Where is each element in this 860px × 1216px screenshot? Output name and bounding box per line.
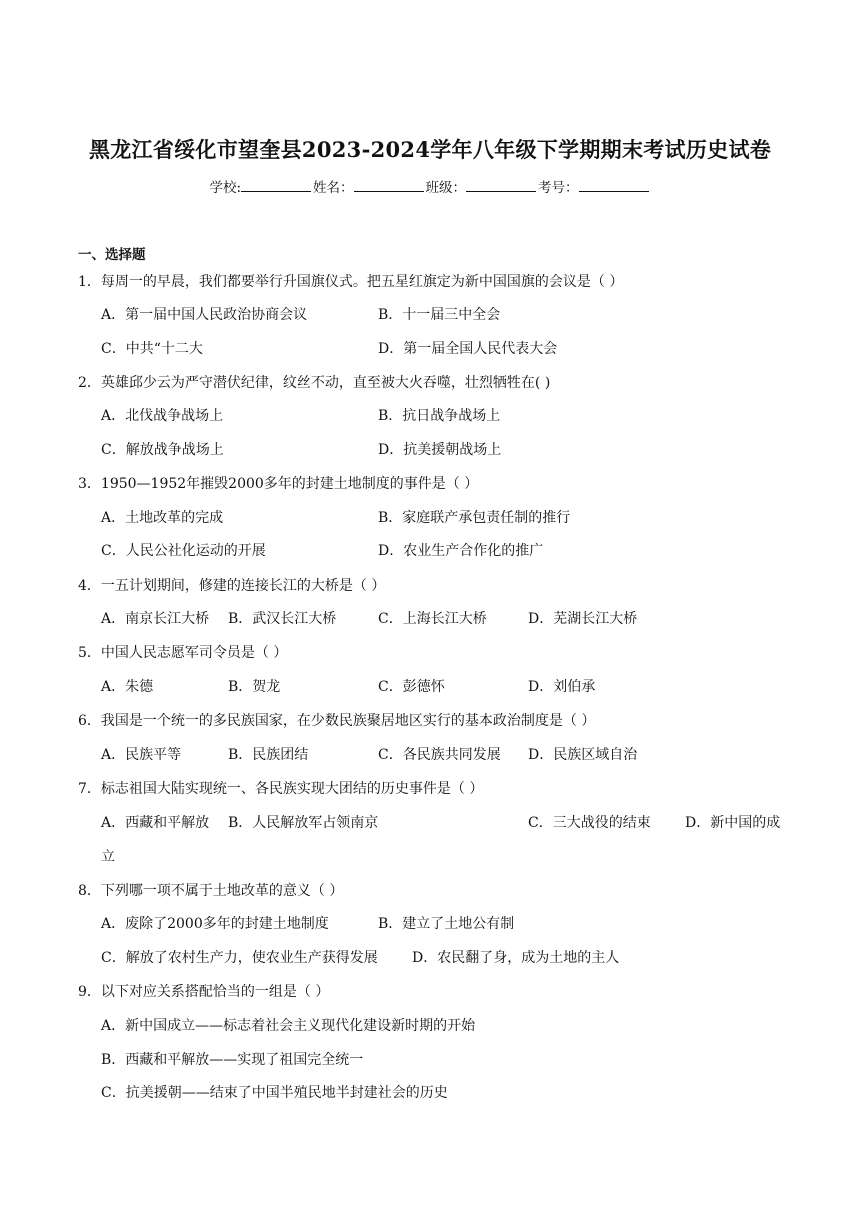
question-number: 6． xyxy=(78,713,101,729)
option-b[interactable]: B．贺龙 xyxy=(228,679,281,695)
class-blank[interactable] xyxy=(466,179,536,192)
question-7 xyxy=(78,778,483,798)
question-6 xyxy=(78,710,595,730)
question-3 xyxy=(78,473,478,493)
option-b[interactable]: B．家庭联产承包责任制的推行 xyxy=(378,510,571,526)
option-d[interactable]: D．刘伯承 xyxy=(528,679,596,695)
class-label: 班级： xyxy=(425,180,467,196)
option-c[interactable]: C．解放战争战场上 xyxy=(101,442,224,458)
option-d[interactable]: D．芜湖长江大桥 xyxy=(528,611,638,627)
exam-no-blank[interactable] xyxy=(579,179,649,192)
option-c[interactable]: C．彭德怀 xyxy=(378,679,445,695)
option-d-continuation: 立 xyxy=(101,849,115,865)
option-b[interactable]: B．抗日战争战场上 xyxy=(378,408,501,424)
option-a[interactable]: A．土地改革的完成 xyxy=(101,510,224,526)
option-c[interactable]: C．上海长江大桥 xyxy=(378,611,487,627)
question-stem: 标志祖国大陆实现统一、各民族实现大团结的历史事件是（ ） xyxy=(100,781,484,797)
option-a[interactable]: A．第一届中国人民政治协商会议 xyxy=(101,307,308,323)
option-c[interactable]: C．人民公社化运动的开展 xyxy=(101,543,266,559)
question-number: 7． xyxy=(78,781,101,797)
question-number: 4． xyxy=(78,578,101,594)
question-1 xyxy=(78,271,623,291)
option-c[interactable]: C．三大战役的结束 xyxy=(528,815,651,831)
question-9 xyxy=(78,981,329,1001)
option-b[interactable]: B．西藏和平解放——实现了祖国完全统一 xyxy=(101,1052,364,1068)
school-blank[interactable] xyxy=(241,179,311,192)
question-stem: 中国人民志愿军司令员是（ ） xyxy=(100,645,288,661)
question-stem: 以下对应关系搭配恰当的一组是（ ） xyxy=(100,984,330,1000)
option-a[interactable]: A．西藏和平解放 xyxy=(101,815,210,831)
option-c[interactable]: C．解放了农村生产力，使农业生产获得发展 xyxy=(101,950,378,966)
option-d[interactable]: D．抗美援朝战场上 xyxy=(378,442,502,458)
question-5 xyxy=(78,642,287,662)
option-a[interactable]: A．废除了2000多年的封建土地制度 xyxy=(101,916,329,932)
option-b[interactable]: B．武汉长江大桥 xyxy=(228,611,337,627)
page-title: 黑龙江省绥化市望奎县2023-2024学年八年级下学期期末考试历史试卷 xyxy=(88,137,772,162)
name-label: 姓名： xyxy=(313,180,354,196)
question-number: 5． xyxy=(78,645,101,661)
exam-no-label: 考号： xyxy=(538,180,579,196)
question-stem: 每周一的早晨，我们都要举行升国旗仪式。把五星红旗定为新中国国旗的会议是（ ） xyxy=(100,274,624,290)
question-number: 1． xyxy=(78,274,101,290)
section-title: 一、选择题 xyxy=(78,247,146,263)
option-c[interactable]: C．抗美援朝——结束了中国半殖民地半封建社会的历史 xyxy=(101,1085,448,1101)
school-label: 学校: xyxy=(209,180,242,196)
question-number: 8． xyxy=(78,883,101,899)
question-stem: 英雄邱少云为严守潜伏纪律，纹丝不动，直至被大火吞噬，壮烈牺牲在( ) xyxy=(100,375,551,391)
question-8 xyxy=(78,880,343,900)
option-d[interactable]: D．农民翻了身，成为土地的主人 xyxy=(412,950,620,966)
question-stem: 一五计划期间，修建的连接长江的大桥是（ ） xyxy=(100,578,386,594)
question-number: 9． xyxy=(78,984,101,1000)
question-4 xyxy=(78,575,385,595)
option-d[interactable]: D．新中国的成 xyxy=(685,815,781,831)
option-d[interactable]: D．民族区域自治 xyxy=(528,747,638,763)
option-d[interactable]: D．农业生产合作化的推广 xyxy=(378,543,544,559)
option-a[interactable]: A．南京长江大桥 xyxy=(101,611,210,627)
option-c[interactable]: C．各民族共同发展 xyxy=(378,747,501,763)
option-b[interactable]: B．民族团结 xyxy=(228,747,309,763)
option-a[interactable]: A．北伐战争战场上 xyxy=(101,408,224,424)
question-stem: 下列哪一项不属于土地改革的意义（ ） xyxy=(100,883,344,899)
question-stem: 1950—1952年摧毁2000多年的封建土地制度的事件是（ ） xyxy=(100,476,479,492)
option-b[interactable]: B．建立了土地公有制 xyxy=(378,916,515,932)
question-number: 3． xyxy=(78,476,101,492)
name-blank[interactable] xyxy=(354,179,424,192)
student-info-line xyxy=(0,176,860,196)
option-d[interactable]: D．第一届全国人民代表大会 xyxy=(378,341,558,357)
option-b[interactable]: B．人民解放军占领南京 xyxy=(228,815,379,831)
option-a[interactable]: A．新中国成立——标志着社会主义现代化建设新时期的开始 xyxy=(101,1018,476,1034)
question-2 xyxy=(78,372,550,392)
question-stem: 我国是一个统一的多民族国家，在少数民族聚居地区实行的基本政治制度是（ ） xyxy=(100,713,596,729)
option-b[interactable]: B．十一届三中全会 xyxy=(378,307,501,323)
question-number: 2． xyxy=(78,375,101,391)
option-a[interactable]: A．民族平等 xyxy=(101,747,182,763)
option-a[interactable]: A．朱德 xyxy=(101,679,154,695)
option-c[interactable]: C．中共“十二大 xyxy=(101,341,203,357)
